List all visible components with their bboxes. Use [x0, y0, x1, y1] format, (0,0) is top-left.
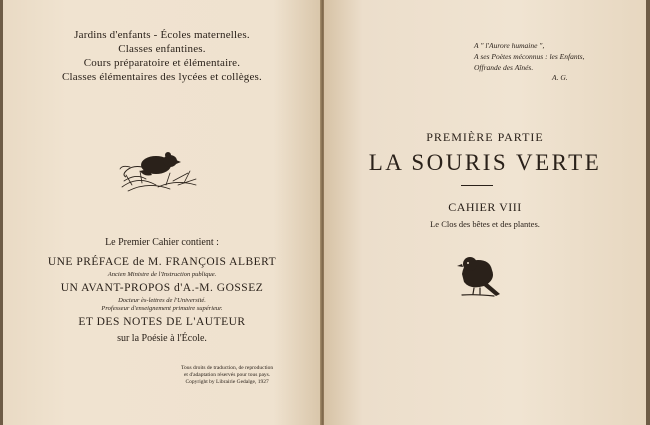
mouse-in-grass-icon — [118, 135, 203, 195]
rights-line-1: Tous droits de traduction, de reproduction — [181, 365, 274, 371]
heading-line-1: Jardins d'enfants - Écoles maternelles. — [74, 29, 250, 41]
cahier-subtitle: Le Clos des bêtes et des plantes. — [430, 219, 540, 229]
contents-preface-note: Ancien Ministre de l'Instruction publique. — [107, 271, 217, 278]
contents-avant-propos-note-1: Docteur ès-lettres de l'Université. — [118, 297, 206, 304]
bird-on-branch-icon — [456, 250, 502, 300]
cahier-number: CAHIER VIII — [448, 200, 522, 214]
contents-intro: Le Premier Cahier contient : — [105, 237, 219, 248]
dedication-signature: A. G. — [552, 73, 568, 82]
copyright-notice — [181, 365, 273, 386]
heading-line-3: Cours préparatoire et élémentaire. — [83, 57, 241, 69]
rights-line-2: et d'adaptation réservés pour tous pays. — [183, 372, 271, 378]
contents-notes-sub: sur la Poésie à l'École. — [117, 333, 207, 344]
contents-avant-propos-note-2: Professeur d'enseignement primaire supérieur. — [101, 305, 223, 312]
part-title: PREMIÈRE PARTIE — [426, 130, 544, 144]
contents-preface: UNE PRÉFACE de M. FRANÇOIS ALBERT — [47, 256, 277, 268]
book-title: LA SOURIS VERTE — [368, 150, 602, 175]
contents-avant-propos: UN AVANT-PROPOS d'A.-M. GOSSEZ — [60, 282, 264, 294]
rights-line-3: Copyright by Librairie Gedalge, 1927 — [185, 379, 269, 385]
contents-notes: ET DES NOTES DE L'AUTEUR — [78, 316, 246, 328]
title-rule — [461, 185, 493, 186]
left-page — [3, 0, 321, 425]
dedication — [474, 40, 584, 73]
dedication-line-2: A ses Poètes méconnus : les Enfants, — [474, 52, 585, 61]
heading-line-4: Classes élémentaires des lycées et collèges. — [61, 71, 262, 83]
dedication-line-1: A " l'Aurore humaine ", — [474, 41, 545, 50]
right-page — [324, 0, 646, 425]
heading-line-2: Classes enfantines. — [118, 43, 206, 55]
dedication-line-3: Offrande des Aînés. — [474, 63, 534, 72]
